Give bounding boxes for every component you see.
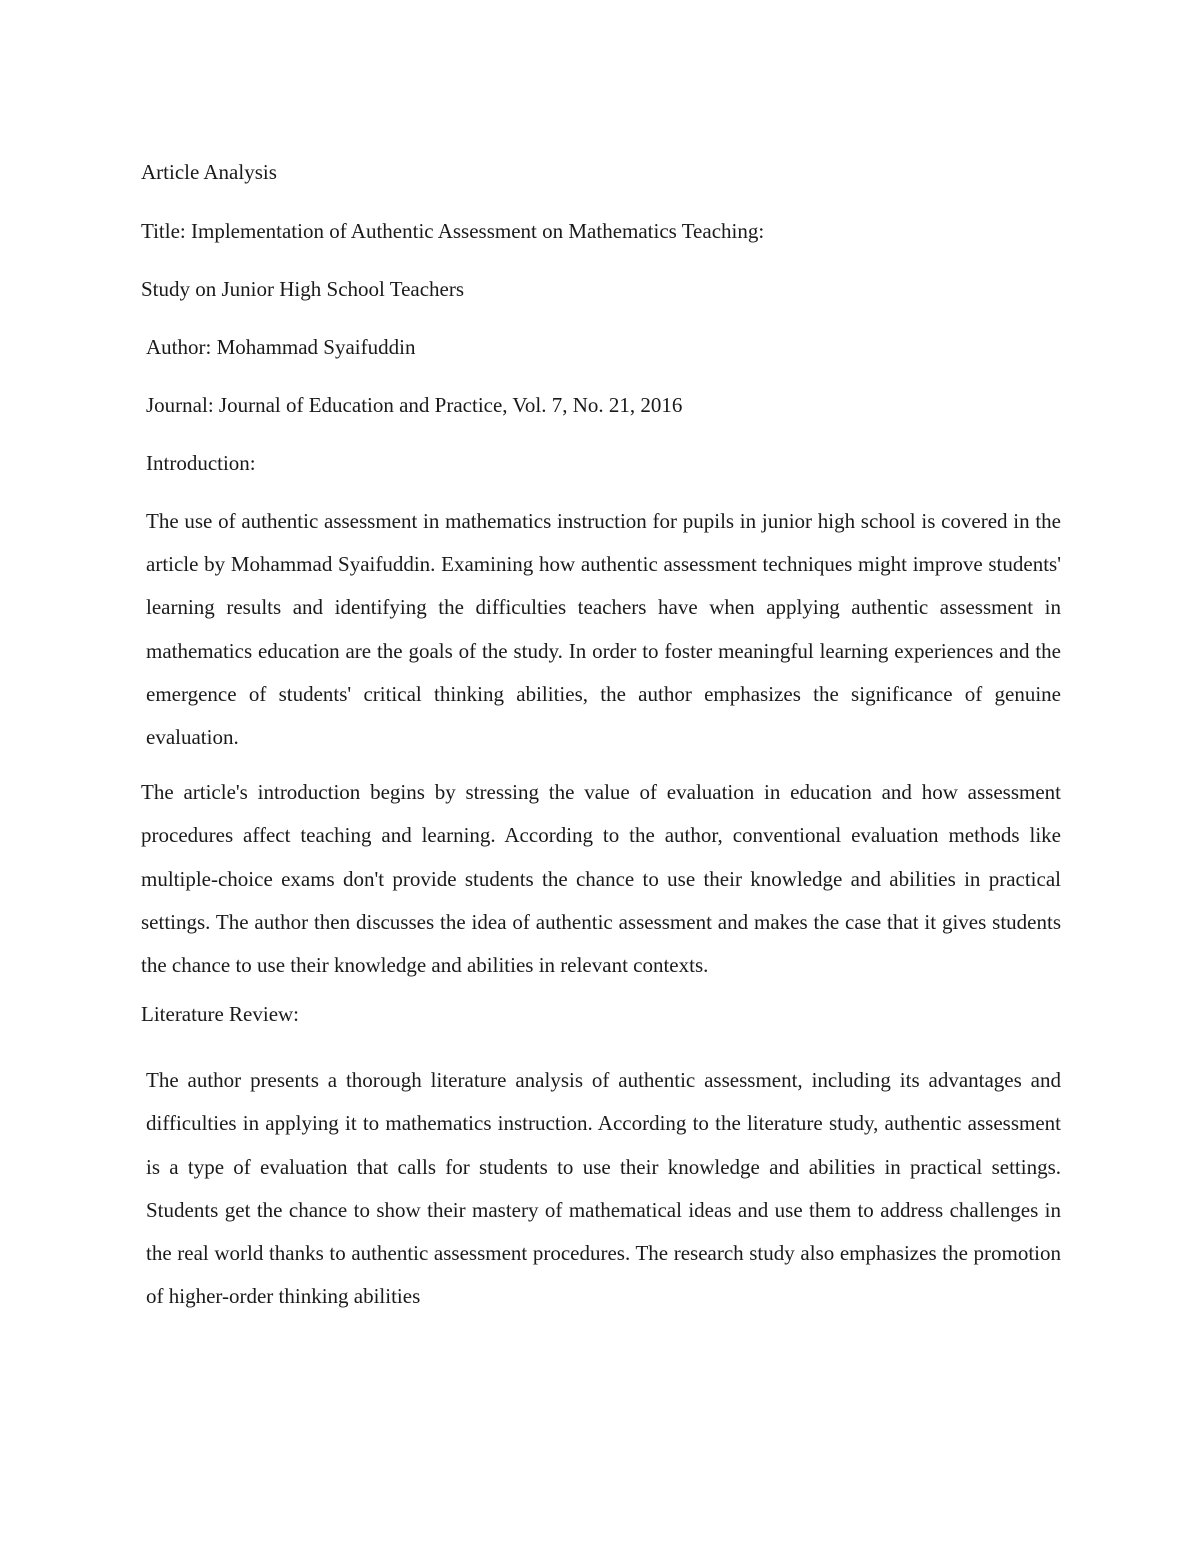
article-author: Author: Mohammad Syaifuddin xyxy=(146,335,416,359)
introduction-paragraph-2: The article's introduction begins by stressing the value of evaluation in education and how assessment procedures affect teaching and learning. According to the author, conventional evaluation methods like multiple-choice exams don't provide students the chance to use their knowledge and abilities in practical settings. The author then discusses the idea of authentic assessment and makes the case that it gives students the chance to use their knowledge and abilities in relevant contexts. xyxy=(141,780,1061,978)
document-body xyxy=(141,157,1061,1318)
literature-review-paragraph: The author presents a thorough literature analysis of authentic assessment, including its advantages and difficulties in applying it to mathematics instruction. According to the literature study, authentic assessment is a type of evaluation that calls for students to use their knowledge and abilities in practical settings. Students get the chance to show their mastery of mathematical ideas and use them to address challenges in the real world thanks to authentic assessment procedures. The research study also emphasizes the promotion of higher-order thinking abilities xyxy=(146,1068,1061,1309)
article-title-line-1: Title: Implementation of Authentic Assessment on Mathematics Teaching: xyxy=(141,219,765,243)
document-heading: Article Analysis xyxy=(141,160,277,184)
literature-review-label: Literature Review: xyxy=(141,1002,300,1027)
introduction-paragraph-1: The use of authentic assessment in mathematics instruction for pupils in junior high school is covered in the article by Mohammad Syaifuddin. Examining how authentic assessment techniques might improve students' learning results and identifying the difficulties teachers have when applying authentic assessment in mathematics education are the goals of the study. In order to foster meaningful learning experiences and the emergence of students' critical thinking abilities, the author emphasizes the significance of genuine evaluation. xyxy=(146,509,1061,750)
article-title-line-2: Study on Junior High School Teachers xyxy=(141,277,465,301)
article-journal: Journal: Journal of Education and Practice, Vol. 7, No. 21, 2016 xyxy=(146,393,683,417)
introduction-label: Introduction: xyxy=(146,451,256,475)
